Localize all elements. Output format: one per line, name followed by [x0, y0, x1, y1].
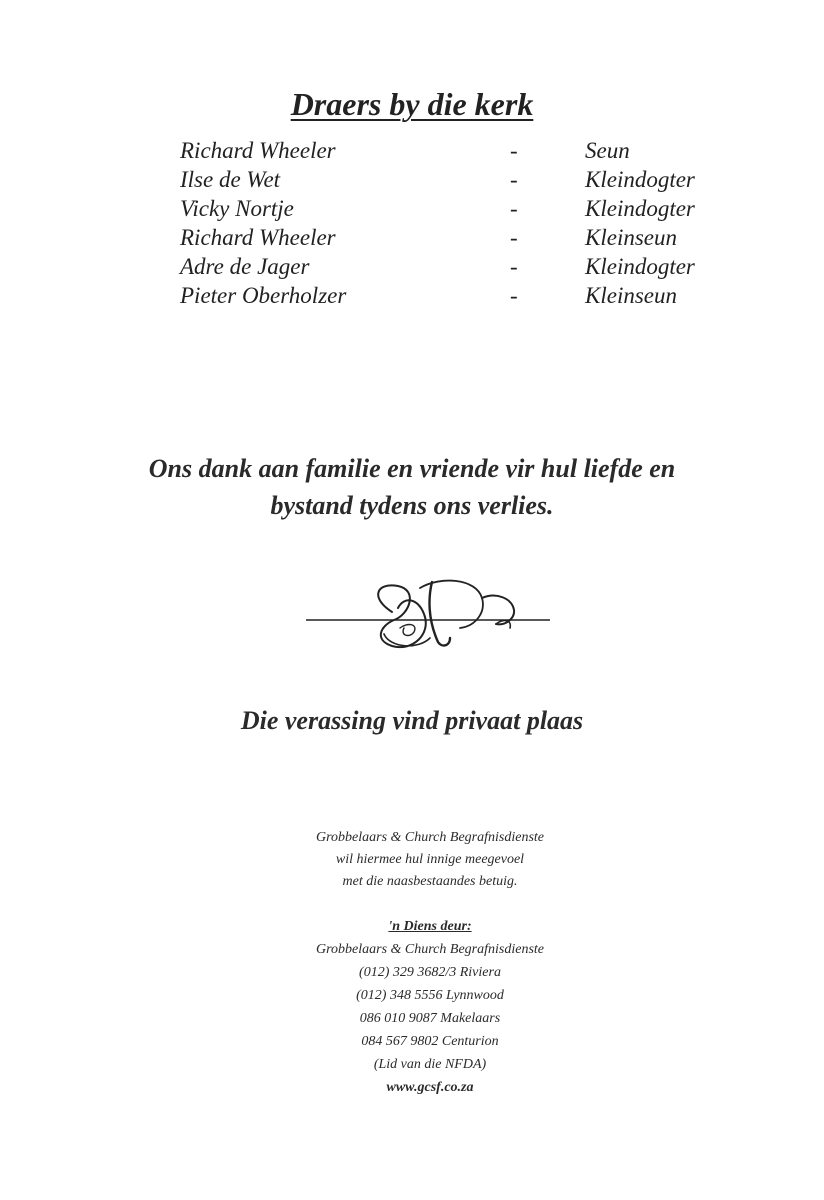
bearer-name: Vicky Nortje	[180, 196, 294, 221]
bearer-relation: Seun	[585, 138, 630, 163]
service-info	[0, 915, 824, 1099]
list-item	[180, 225, 740, 254]
thanks-message	[0, 450, 824, 524]
page-title: Draers by die kerk	[290, 86, 534, 122]
company-name: Grobbelaars & Church Begrafnisdienste	[315, 942, 544, 957]
cremation-notice: Die verassing vind privaat plaas	[240, 706, 584, 735]
list-item	[180, 196, 740, 225]
separator-dash: -	[510, 283, 518, 308]
bearers-list	[180, 138, 740, 312]
bearer-relation: Kleindogter	[585, 254, 695, 279]
bearer-name: Richard Wheeler	[180, 225, 336, 250]
separator-dash: -	[510, 254, 518, 279]
bearer-relation: Kleinseun	[585, 225, 677, 250]
condolence-line: met die naasbestaandes betuig.	[342, 874, 518, 889]
condolence-line: Grobbelaars & Church Begrafnisdienste	[315, 830, 544, 845]
condolence-line: wil hiermee hul innige meegevoel	[335, 852, 525, 867]
separator-dash: -	[510, 225, 518, 250]
service-title: 'n Diens deur:	[388, 919, 472, 934]
membership-note: (Lid van die NFDA)	[373, 1057, 487, 1072]
phone-lynnwood: (012) 348 5556 Lynnwood	[356, 988, 504, 1003]
bearer-relation: Kleindogter	[585, 167, 695, 192]
bearer-name: Pieter Oberholzer	[180, 283, 347, 308]
list-item	[180, 167, 740, 196]
condolence-message	[0, 827, 824, 893]
separator-dash: -	[510, 138, 518, 163]
list-item	[180, 254, 740, 283]
bearer-relation: Kleindogter	[585, 196, 695, 221]
flourish-divider-icon	[300, 568, 560, 658]
separator-dash: -	[510, 167, 518, 192]
bearer-relation: Kleinseun	[585, 283, 677, 308]
bearer-name: Ilse de Wet	[180, 167, 281, 192]
bearer-name: Richard Wheeler	[180, 138, 336, 163]
bearer-name: Adre de Jager	[180, 254, 310, 279]
list-item	[180, 283, 740, 312]
phone-centurion: 084 567 9802 Centurion	[361, 1034, 499, 1049]
phone-makelaars: 086 010 9087 Makelaars	[359, 1011, 501, 1026]
thanks-line: bystand tydens ons verlies.	[270, 491, 554, 520]
website-link[interactable]: www.gcsf.co.za	[386, 1080, 474, 1095]
separator-dash: -	[510, 196, 518, 221]
thanks-line: Ons dank aan familie en vriende vir hul liefde en	[148, 454, 676, 483]
phone-riviera: (012) 329 3682/3 Riviera	[359, 965, 501, 980]
list-item	[180, 138, 740, 167]
